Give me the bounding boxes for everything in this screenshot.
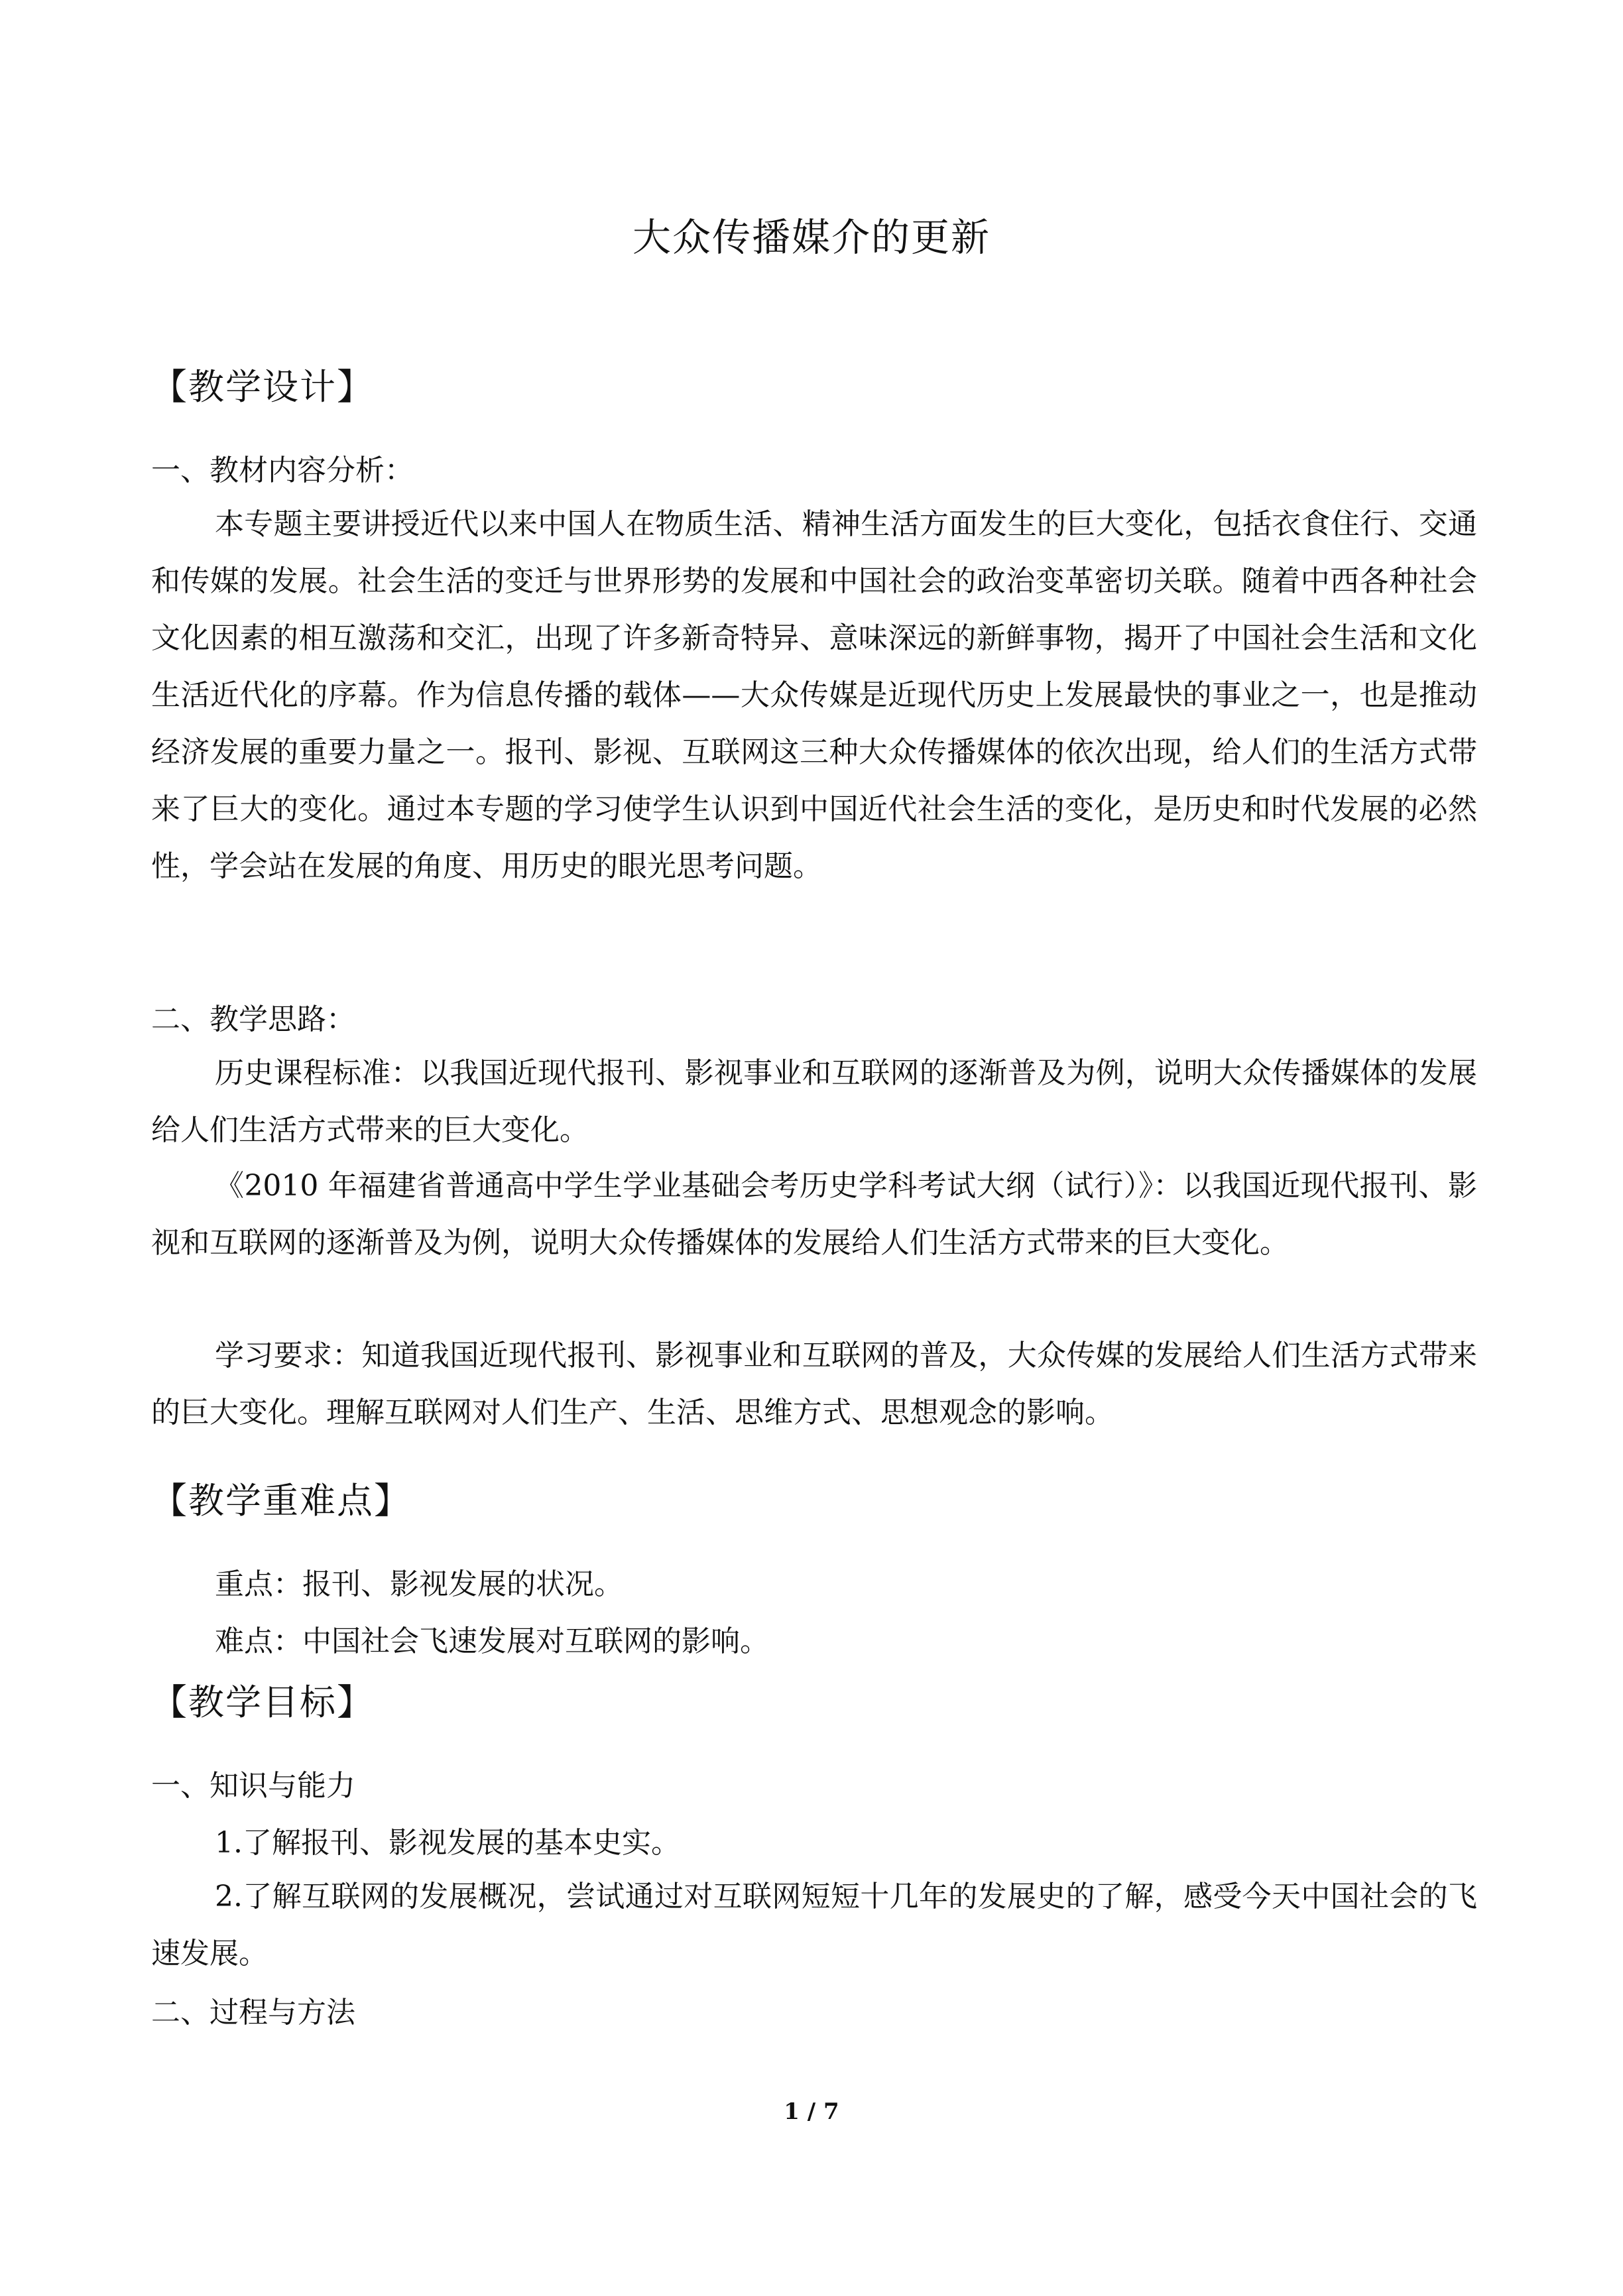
heading-teaching-design: 【教学设计】 <box>151 366 374 408</box>
heading-material-analysis: 一、教材内容分析： <box>151 453 414 487</box>
difficult-point-line: 难点：中国社会飞速发展对互联网的影响。 <box>215 1624 769 1658</box>
heading-process-method: 二、过程与方法 <box>151 1996 355 2029</box>
key-point-line: 重点：报刊、影视发展的状况。 <box>215 1567 623 1601</box>
paragraph-curriculum-standard: 历史课程标准：以我国近现代报刊、影视事业和互联网的逐渐普及为例，说明大众传播媒体的发展给人们生活方式带来的巨大变化。 <box>151 1056 1477 1147</box>
heading-teaching-approach: 二、教学思路： <box>151 1002 355 1036</box>
heading-knowledge-ability: 一、知识与能力 <box>151 1769 355 1803</box>
document-title: 大众传播媒介的更新 <box>632 215 991 260</box>
heading-teaching-goals: 【教学目标】 <box>151 1681 374 1723</box>
page-number: 1 / 7 <box>784 2098 839 2125</box>
goal-item-2: 2.了解互联网的发展概况，尝试通过对互联网短短十几年的发展史的了解，感受今天中国社会的飞速发展。 <box>151 1880 1477 1970</box>
paragraph-material-analysis: 本专题主要讲授近代以来中国人在物质生活、精神生活方面发生的巨大变化，包括衣食住行、交通和传媒的发展。社会生活的变迁与世界形势的发展和中国社会的政治变革密切关联。随着中西各种社会文化因素的相互激荡和交汇，出现了许多新奇特异、意味深远的新鲜事物，揭开了中国社会生活和文化生活近代化的序幕。作为信息传播的载体——大众传媒是近现代历史上发展最快的事业之一，也是推动经济发展的重要力量之一。报刊、影视、互联网这三种大众传播媒体的依次出现，给人们的生活方式带来了巨大的变化。通过本专题的学习使学生认识到中国近代社会生活的变化，是历史和时代发展的必然性，学会站在发展的角度、用历史的眼光思考问题。 <box>151 507 1477 883</box>
heading-key-difficult-points: 【教学重难点】 <box>151 1480 411 1522</box>
paragraph-exam-outline: 《2010 年福建省普通高中学生学业基础会考历史学科考试大纲（试行）》：以我国近现代报刊、影视和互联网的逐渐普及为例，说明大众传播媒体的发展给人们生活方式带来的巨大变化。 <box>151 1169 1477 1260</box>
paragraph-learning-requirements: 学习要求：知道我国近现代报刊、影视事业和互联网的普及，大众传媒的发展给人们生活方式带来的巨大变化。理解互联网对人们生产、生活、思维方式、思想观念的影响。 <box>151 1339 1477 1429</box>
goal-item-1: 1.了解报刊、影视发展的基本史实。 <box>215 1826 680 1860</box>
